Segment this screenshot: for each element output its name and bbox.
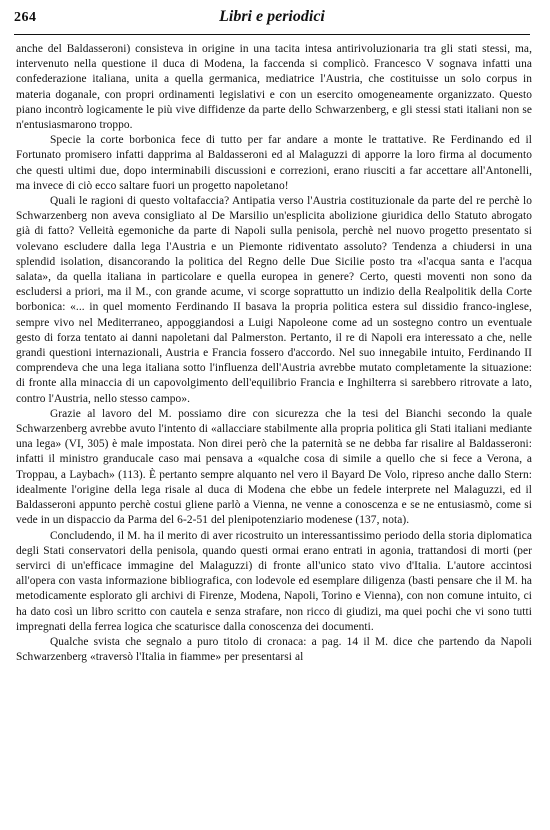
paragraph: Qualche svista che segnalo a puro titolo di cronaca: a pag. 14 il M. dice che partendo da Napoli Schwarzenberg «traversò l'Italia in fiamme» per presentarsi al <box>16 635 532 664</box>
paragraph: Concludendo, il M. ha il merito di aver ricostruito un interessantissimo periodo della storia diplomatica degli Stati conservatori della penisola, quando questi ormai erano entrati in agonia, trattandosi di morti (per servirci di un'efficace immagine del Malaguzzi) di fronte all'unico stato vivo d'Italia. L'autore accintosi all'opera con vasta informazione bibliografica, con lodevole ed esemplare diligenza (basti pensare che il M. ha metodicamente esplorato gli archivi di Firenze, Modena, Napoli, Torino e Vienna), con non comune intuito, ci ha dato così un libro scritto con cautela e senza strafare, non ricco di giudizi, ma quei pochi che vi sono tutti impregnati della ferrea logica che scaturisce dalla conoscenza dei documenti. <box>16 529 532 633</box>
running-title: Libri e periodici <box>219 8 325 25</box>
page-number: 264 <box>14 10 37 25</box>
paragraph: anche del Baldasseroni) consisteva in origine in una tacita intesa antirivoluzionaria tra gli stati stessi, ma, intervenuto nella questione il duca di Modena, la faccenda si complicò. Francesco V sognava infatti una confederazione italiana, unita a quella germanica, mediatrice l'Austria, che costituisse un solo corpus in materia doganale, con propri ordinamenti legislativi e con un esercito omogeneamente organizzato. Questo piano incontrò logicamente le più vive diffidenze da parte dello Schwarzenberg, e gli stessi stati italiani non se n'entusiasmarono troppo. <box>16 43 532 132</box>
header-rule <box>14 34 530 35</box>
paragraph: Specie la corte borbonica fece di tutto per far andare a monte le trattative. Re Ferdinando ed il Fortunato promisero infatti dapprima al Baldasseroni ed al Malaguzzi di apporre la loro firma al documento che questi ultimi due, dopo interminabili discussioni e correzioni, erano riusciti a far accettare all'Antonelli, ma invece di ciò ecco saltare fuori un progetto napoletano! <box>16 134 532 192</box>
running-header <box>14 4 530 34</box>
paragraph: Grazie al lavoro del M. possiamo dire con sicurezza che la tesi del Bianchi secondo la quale Schwarzenberg avrebbe avuto l'intento di «allacciare stabilmente alla propria politica gli Stati italiani mediante una lega» (VI, 305) è male impostata. Non direi però che la paternità se ne debba far risalire al Baldasseroni: infatti il ministro granducale caso mai pensava a «qualche cosa di simile a quello che si fece a Verona, a Troppau, a Laybach» (113). È pertanto sempre alquanto nel vero il Bayard De Volo, ripreso anche dallo Stern: idealmente l'origine della lega risale al duca di Modena che ebbe un fedele interprete nel Malaguzzi, ed il Baldasseroni appunto perchè costui gliene parlò a Vienna, ne venne a conoscenza e se ne entusiasmò, come si vede in un dispaccio da Parma del 6-2-51 del plenipotenziario modenese (137, nota). <box>16 407 532 527</box>
paragraph: Quali le ragioni di questo voltafaccia? Antipatia verso l'Austria costituzionale da parte del re perchè lo Schwarzenberg non aveva consigliato al De Marsilio un'esplicita abolizione giuridica dello Statuto abrogato già di fatto? Velleità egemoniche da parte di Napoli sulla penisola, perchè nel nuovo progetto presentato si volevano escludere dalla lega l'Austria e un Piemonte ridiventato assoluto? Tendenza a chiudersi in una splendid isolation, disancorando la politica del Regno delle Due Sicilie posto tra «l'acqua santa e l'acqua salata», da quella italiana in particolare e quella europea in genere? Certo, questi moventi non sono da escludersi a priori, ma il M., con grande acume, vi scorge soprattutto un indizio della Realpolitik della Corte borbonica: «... in quel momento Ferdinando II basava la propria politica estera sul dissidio franco-inglese, sempre vivo nel Mediterraneo, appoggiandosi a Luigi Napoleone come ad un sostegno contro un eventuale gesto di forza tentato ai danni napoletani dal Palmerston. Pertanto, il re di Napoli era interessato a che, nelle grandi questioni internazionali, Austria e Francia fossero d'accordo. Nel suo innegabile intuito, Ferdinando II comprendeva che una lega italiana sotto l'influenza dell'Austria avrebbe mutato completamente la situazione: di fronte alla minaccia di un capovolgimento dell'equilibrio Francia e Inghilterra si sarebbero ritrovate a lato, contro l'Austria, nello stesso campo». <box>16 195 532 405</box>
review-text <box>16 42 532 665</box>
